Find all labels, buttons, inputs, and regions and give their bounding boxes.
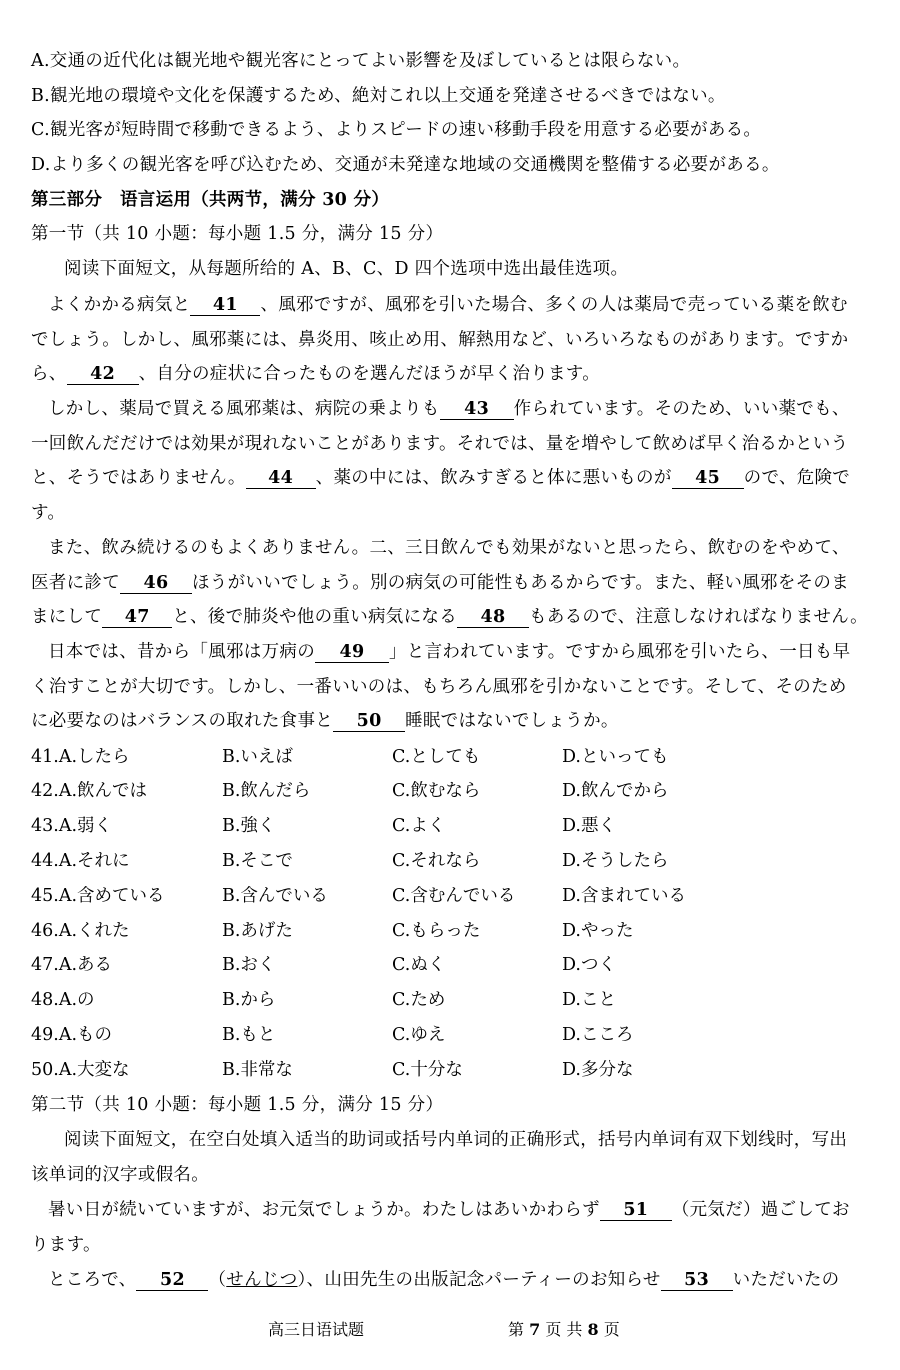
text-span: ところで、 <box>48 1270 137 1290</box>
passage1-line <box>48 288 888 323</box>
passage1-line: く治すことが大切です。しかし、一番いいのは、もちろん風邪を引かないことです。そして、そのため <box>31 677 847 697</box>
passage1-line: また、飲み続けるのもよくありません。二、三日飲んでも効果がないと思ったら、飲むのをやめて、 <box>48 538 850 558</box>
text-span: 、薬の中には、飲みすぎると体に悪いものが <box>315 468 672 488</box>
option-c: C.もらった <box>392 921 481 941</box>
footer-page-info <box>508 1318 620 1342</box>
blank-41: 41 <box>190 295 260 316</box>
option-a: 41.A.したら <box>31 747 130 767</box>
text-span: もあるので、注意しなければなりません。 <box>529 607 868 627</box>
option-a: 46.A.くれた <box>31 921 130 941</box>
passage1-line: 一回飲んだだけでは効果が現れないことがあります。それでは、量を増やして飲めば早く治るかという <box>31 434 849 454</box>
blank-49: 49 <box>315 642 389 663</box>
option-d: D.多分な <box>562 1060 634 1080</box>
option-a: 45.A.含めている <box>31 886 165 906</box>
prev-option-a: A.交通の近代化は観光地や観光客にとってよい影響を及ぼしているとは限らない。 <box>31 51 691 71</box>
blank-42: 42 <box>67 364 139 385</box>
text-span: に必要なのはバランスの取れた食事と <box>31 711 334 731</box>
option-d: D.こころ <box>562 1025 634 1045</box>
passage1-line <box>31 600 871 635</box>
text-span: 页 <box>603 1320 620 1339</box>
text-span: 第 <box>508 1320 525 1339</box>
passage1-line <box>31 357 871 392</box>
prev-option-b: B.観光地の環境や文化を保護するため、絶対これ以上交通を発達させるべきではない。 <box>31 86 726 106</box>
option-d: D.含まれている <box>562 886 686 906</box>
option-b: B.いえば <box>222 747 293 767</box>
section2-heading: 第二节（共 10 小题：每小题 1.5 分，满分 15 分） <box>31 1095 444 1115</box>
option-a: 44.A.それに <box>31 851 130 871</box>
option-b: B.おく <box>222 955 276 975</box>
text-span: よくかかる病気と <box>48 295 191 315</box>
text-span: ので、危険で <box>743 468 851 488</box>
text-span: 、自分の症状に合ったものを選んだほうが早く治ります。 <box>138 364 601 384</box>
option-d: D.そうしたら <box>562 851 669 871</box>
page-number: 7 <box>529 1320 541 1339</box>
option-d: D.悪く <box>562 816 616 836</box>
blank-45: 45 <box>672 468 744 489</box>
option-a: 49.A.もの <box>31 1025 113 1045</box>
option-d: D.といっても <box>562 747 669 767</box>
passage1-line <box>31 704 871 739</box>
option-d: D.やった <box>562 921 634 941</box>
passage1-line <box>48 392 888 427</box>
prev-option-d: D.より多くの観光客を呼び込むため、交通が未発達な地域の交通機関を整備する必要がある。 <box>31 155 780 175</box>
text-span: ）、山田先生の出版記念パーティーのお知らせ <box>297 1270 661 1290</box>
blank-48: 48 <box>457 607 529 628</box>
option-a: 43.A.弱く <box>31 816 113 836</box>
option-c: C.よく <box>392 816 446 836</box>
option-b: B.含んでいる <box>222 886 328 906</box>
text-span: 暑い日が続いていますが、お元気でしょうか。わたしはあいかわらず <box>48 1200 600 1220</box>
option-c: C.ぬく <box>392 955 446 975</box>
text-span: いただいたの <box>732 1270 840 1290</box>
passage1-line: でしょう。しかし、風邪薬には、鼻炎用、咳止め用、解熱用など、いろいろなものがあります。ですか <box>31 330 849 350</box>
option-b: B.非常な <box>222 1060 293 1080</box>
text-span: 」と言われています。ですから風邪を引いたら、一日も早 <box>389 642 851 662</box>
text-span: と、後で肺炎や他の重い病気になる <box>172 607 458 627</box>
option-a: 47.A.ある <box>31 955 113 975</box>
option-a: 48.A.の <box>31 990 95 1010</box>
passage1-line <box>31 461 871 496</box>
passage2-line <box>48 1263 888 1298</box>
option-c: C.ゆえ <box>392 1025 446 1045</box>
text-span: しかし、薬局で買える風邪薬は、病院の乗よりも <box>48 399 440 419</box>
text-span: （ <box>208 1270 227 1290</box>
passage1-line <box>31 566 871 601</box>
prev-option-c: C.観光客が短時間で移動できるよう、よりスピードの速い移動手段を用意する必要がある。 <box>31 120 762 140</box>
option-c: C.それなら <box>392 851 481 871</box>
option-c: C.含むんでいる <box>392 886 516 906</box>
option-c: C.飲むなら <box>392 781 481 801</box>
section2-instruction: 该单词的汉字或假名。 <box>31 1165 209 1185</box>
text-span: 睡眠ではないでしょうか。 <box>405 711 619 731</box>
underlined-word: せんじつ <box>226 1270 298 1290</box>
text-span: 日本では、昔から「風邪は万病の <box>48 642 315 662</box>
text-span: 作られています。そのため、いい薬でも、 <box>513 399 850 419</box>
option-b: B.飲んだら <box>222 781 311 801</box>
blank-51: 51 <box>600 1200 672 1221</box>
text-span: まにして <box>31 607 103 627</box>
option-b: B.から <box>222 990 276 1010</box>
page-total: 8 <box>587 1320 599 1339</box>
text-span: ほうがいいでしょう。別の病気の可能性もあるからです。また、軽い風邪をそのま <box>192 573 850 593</box>
blank-50: 50 <box>333 711 405 732</box>
section1-heading: 第一节（共 10 小题：每小题 1.5 分，满分 15 分） <box>31 224 444 244</box>
section2-instruction: 阅读下面短文，在空白处填入适当的助词或括号内单词的正确形式，括号内单词有双下划线时，写出 <box>64 1130 848 1150</box>
passage1-line: す。 <box>31 503 66 523</box>
part3-heading: 第三部分 语言运用（共两节，满分 30 分） <box>31 190 390 210</box>
text-span: （元気だ）過ごしてお <box>671 1200 850 1220</box>
option-b: B.強く <box>222 816 276 836</box>
option-c: C.としても <box>392 747 481 767</box>
option-d: D.こと <box>562 990 616 1010</box>
text-span: 、風邪ですが、風邪を引いた場合、多くの人は薬局で売っている薬を飲む <box>260 295 848 315</box>
option-a: 50.A.大変な <box>31 1060 130 1080</box>
text-span: 医者に診て <box>31 573 120 593</box>
passage2-line <box>48 1193 888 1228</box>
blank-46: 46 <box>120 573 192 594</box>
option-c: C.十分な <box>392 1060 463 1080</box>
blank-44: 44 <box>246 468 316 489</box>
blank-53: 53 <box>661 1270 733 1291</box>
option-d: D.飲んでから <box>562 781 669 801</box>
passage2-line: ります。 <box>31 1235 101 1255</box>
text-span: 页 共 <box>545 1320 583 1339</box>
blank-52: 52 <box>136 1270 208 1291</box>
option-b: B.もと <box>222 1025 276 1045</box>
text-span: と、そうではありません。 <box>31 468 246 488</box>
option-d: D.つく <box>562 955 616 975</box>
section1-instruction: 阅读下面短文，从每题所给的 A、B、C、D 四个选项中选出最佳选项。 <box>64 259 629 279</box>
footer-subject: 高三日语试题 <box>268 1320 365 1339</box>
text-span: ら、 <box>31 364 67 384</box>
option-c: C.ため <box>392 990 446 1010</box>
option-b: B.あげた <box>222 921 293 941</box>
blank-43: 43 <box>440 399 514 420</box>
passage1-line <box>48 635 888 670</box>
option-a: 42.A.飲んでは <box>31 781 148 801</box>
blank-47: 47 <box>102 607 172 628</box>
option-b: B.そこで <box>222 851 293 871</box>
